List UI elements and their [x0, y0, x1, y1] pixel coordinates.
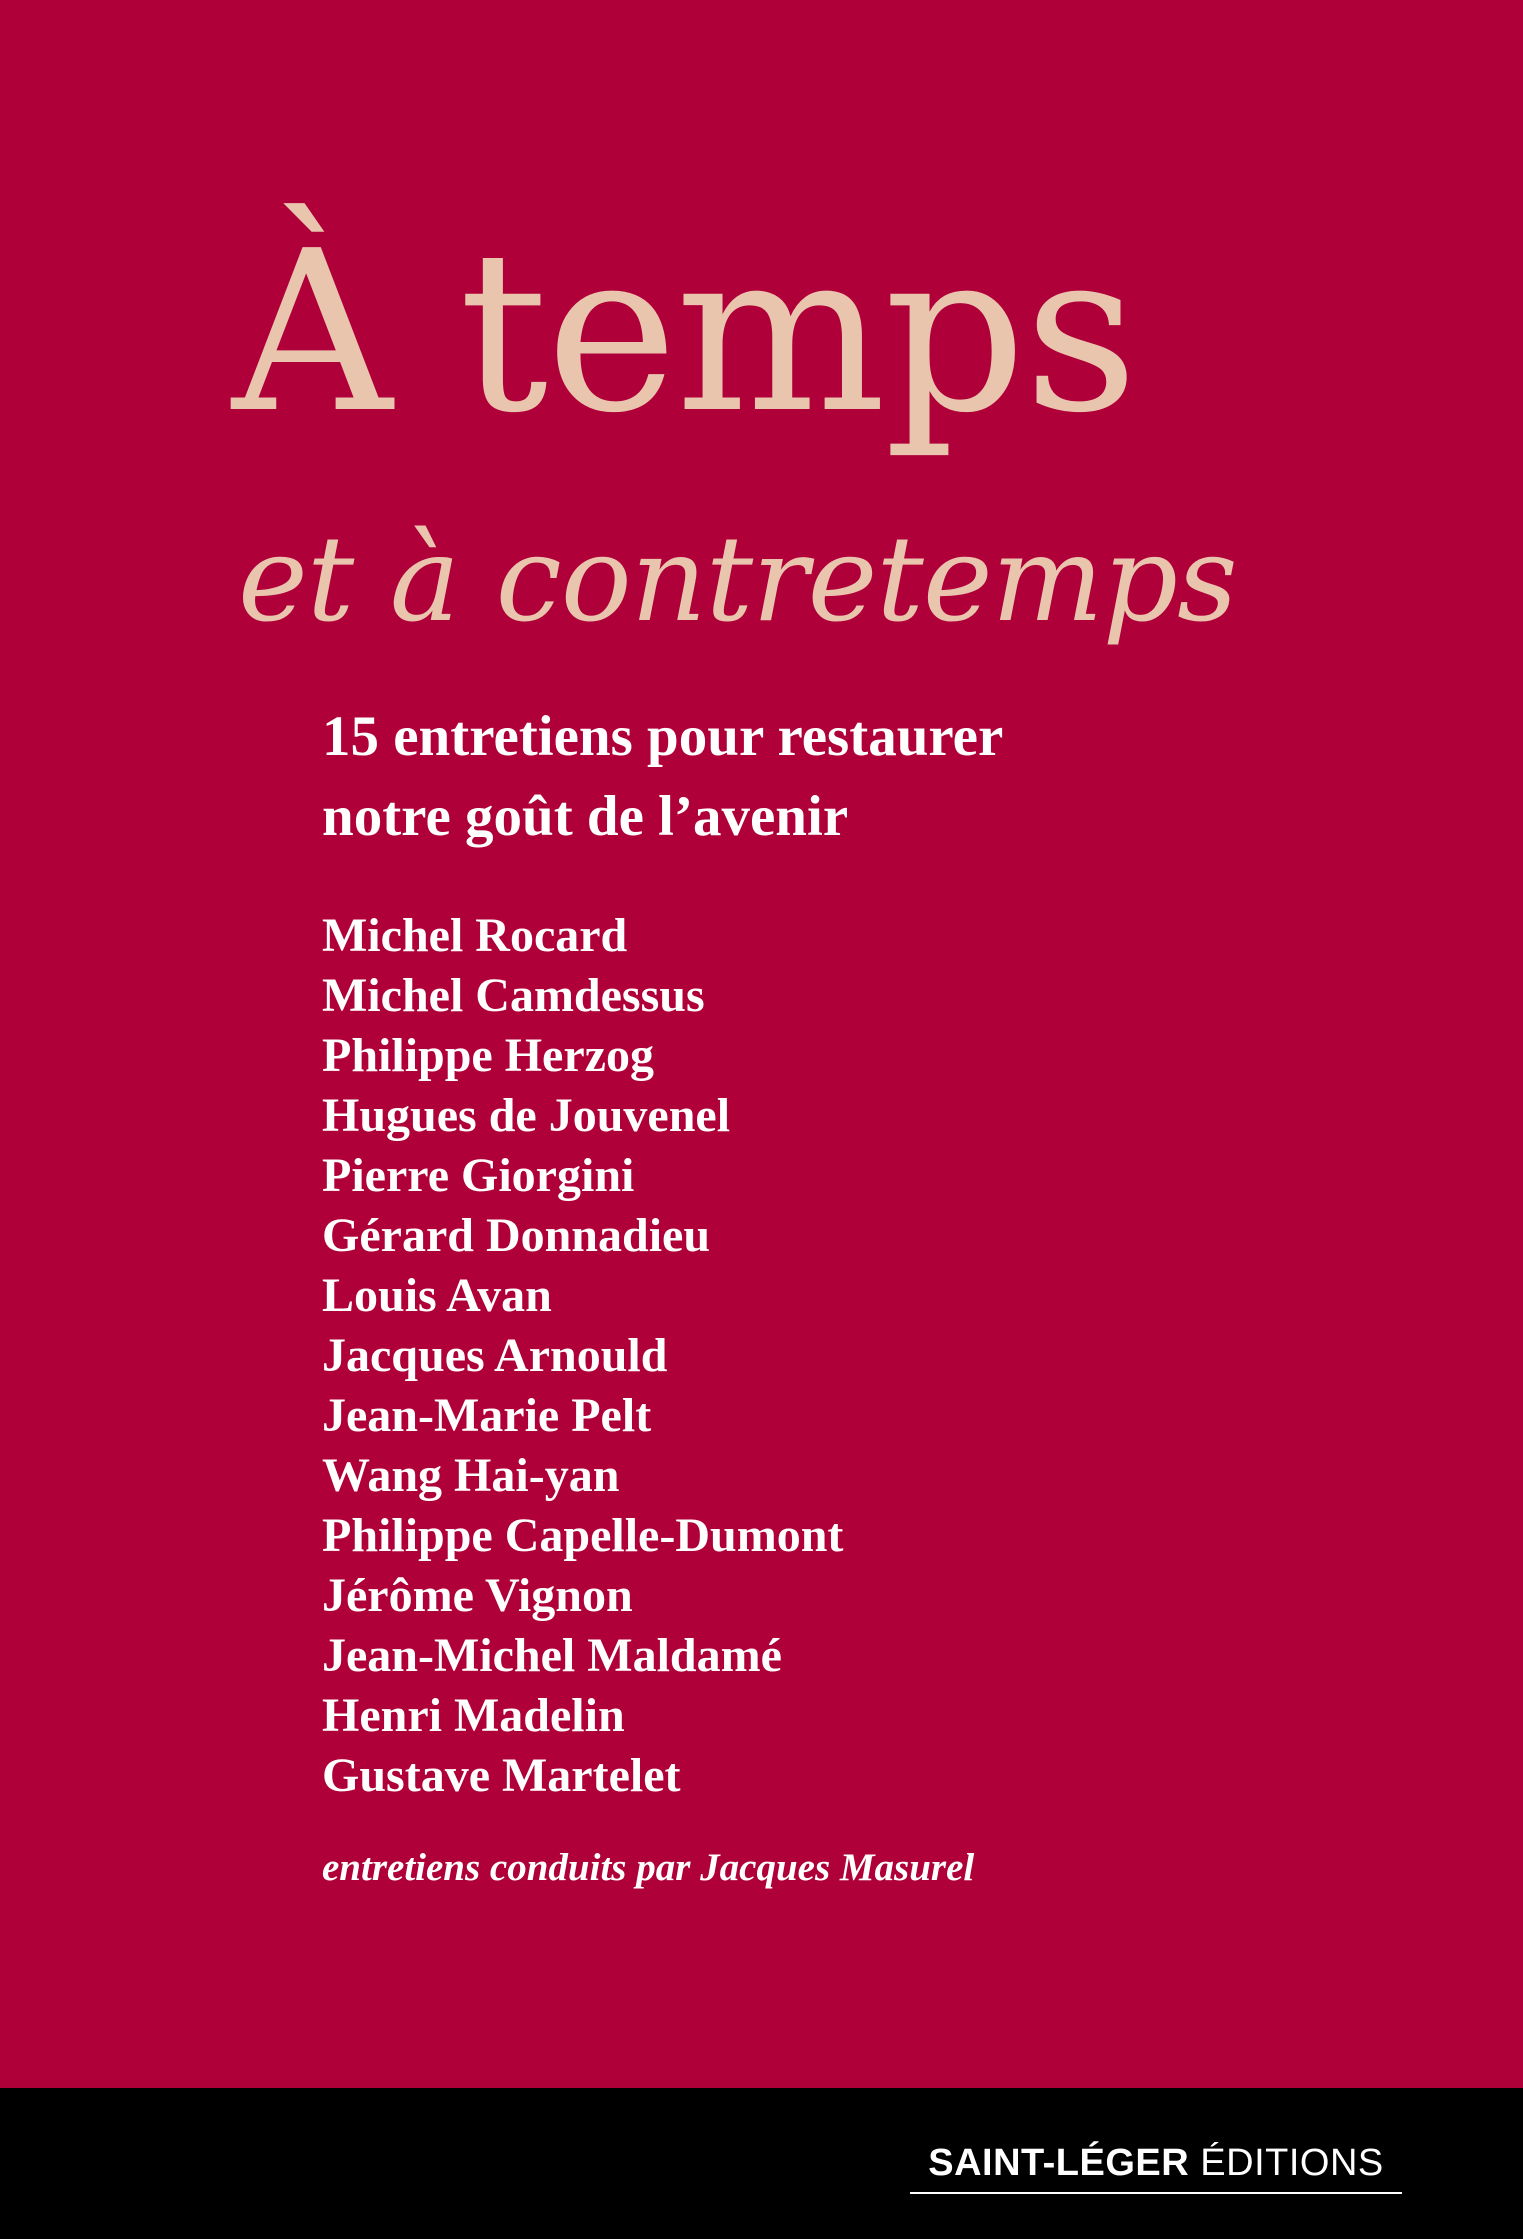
author-name: Pierre Giorgini — [322, 1149, 635, 1202]
publisher-suffix: ÉDITIONS — [1200, 2142, 1384, 2184]
author-list — [322, 906, 843, 1806]
author-name: Jacques Arnould — [322, 1329, 668, 1382]
author-name: Jean-Michel Maldamé — [322, 1629, 782, 1682]
book-title: À temps — [232, 204, 1137, 462]
author-name: Michel Rocard — [322, 909, 628, 962]
publisher-logo — [910, 2140, 1402, 2194]
author-name: Michel Camdessus — [322, 969, 705, 1022]
subtitle-line: notre goût de l’avenir — [322, 785, 849, 848]
author-name: Gustave Martelet — [322, 1749, 681, 1802]
interviewer-credit: entretiens conduits par Jacques Masurel — [322, 1846, 975, 1889]
publisher-name: SAINT-LÉGER — [928, 2142, 1190, 2184]
book-subtitle — [322, 697, 1003, 857]
author-name: Gérard Donnadieu — [322, 1209, 711, 1262]
subtitle-line: 15 entretiens pour restaurer — [322, 705, 1004, 768]
author-name: Philippe Herzog — [322, 1029, 654, 1082]
author-name: Jérôme Vignon — [322, 1569, 633, 1622]
author-name: Louis Avan — [322, 1269, 552, 1322]
author-name: Philippe Capelle-Dumont — [322, 1509, 844, 1562]
book-title-secondary: et à contretemps — [238, 510, 1237, 648]
author-name: Hugues de Jouvenel — [322, 1089, 731, 1142]
author-name: Jean-Marie Pelt — [322, 1389, 652, 1442]
author-name: Henri Madelin — [322, 1689, 625, 1742]
author-name: Wang Hai-yan — [322, 1449, 620, 1502]
